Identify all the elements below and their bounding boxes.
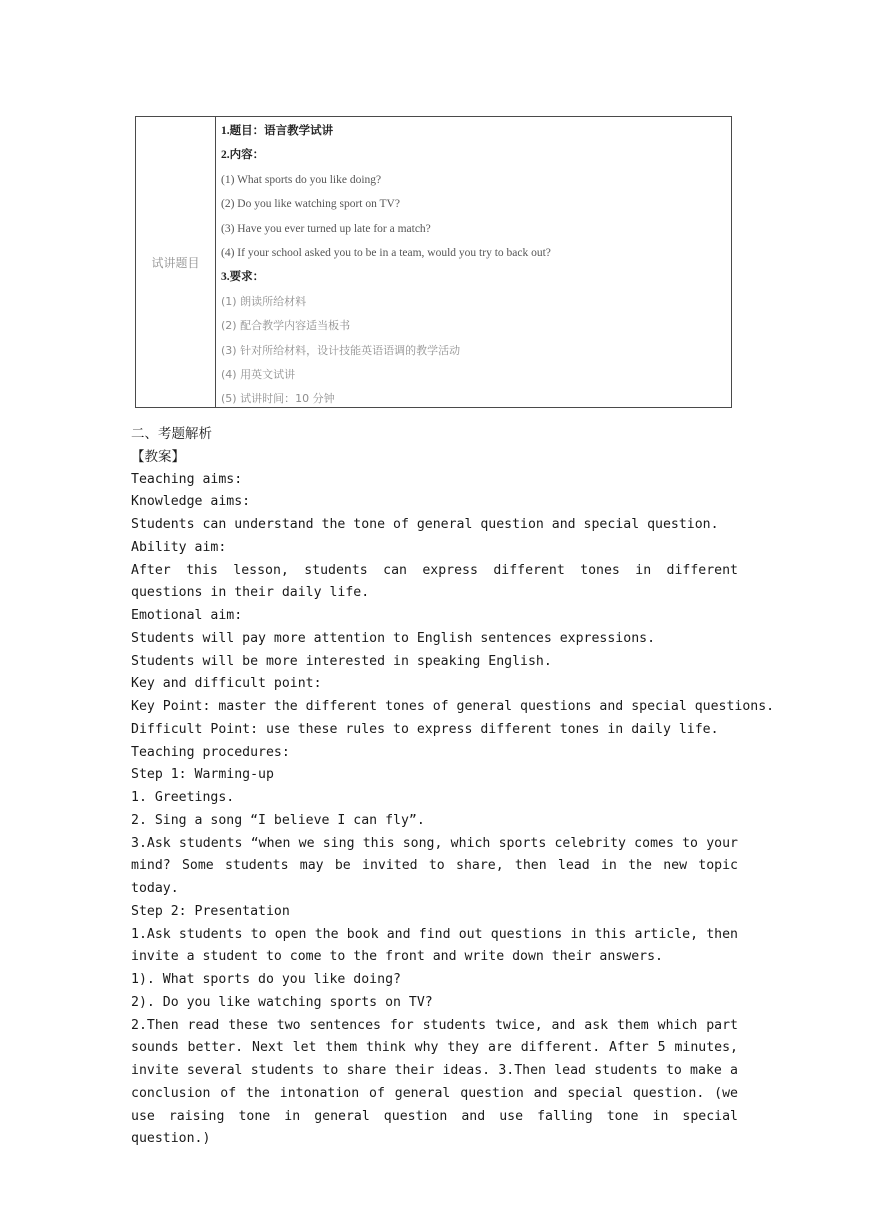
paragraph: 2). Do you like watching sports on TV? [131,994,433,1010]
paragraph: 1. Greetings. [131,790,235,805]
paragraph: Teaching procedures: [131,744,290,760]
paragraph: 1.Ask students to open the book and find out questions in this article, then invite a student to come to the front and write down their answers. [131,926,738,965]
table-line: (3) 针对所给材料，设计技能英语语调的教学活动 [221,343,461,357]
paragraph: 2.Then read these two sentences for students twice, and ask them which part sounds better. Next let them think why they are different. After 5 minutes, invite several students to share their ideas. 3.Then lead students to make a conclusion of the intonation of general question and special question. (we use raising tone in general question and use falling tone in special question.) [131,1017,738,1147]
table-line: 2.内容： [221,149,265,162]
table-line: (3) Have you ever turned up late for a match? [221,222,431,235]
table-line: (1) What sports do you like doing? [221,173,382,186]
table-line: (4) If your school asked you to be in a team, would you try to back out? [221,246,551,259]
paragraph: Knowledge aims: [131,494,251,510]
paragraph: After this lesson, students can express different tones in different questions in their daily life. [131,562,738,601]
table-line: 3.要求： [221,271,265,284]
paragraph: Key Point: master the different tones of general questions and special questions. [131,699,775,714]
table-line: (2) Do you like watching sport on TV? [221,198,400,211]
paragraph: Ability aim: [131,539,227,555]
table-line: 1.题目：语言教学试讲 [221,125,334,137]
table-line: (4) 用英文试讲 [221,367,296,381]
table-line: (2) 配合教学内容适当板书 [221,319,351,333]
document-body [131,423,775,1151]
paragraph: Difficult Point: use these rules to express different tones in daily life. [131,721,719,737]
paragraph: 3.Ask students “when we sing this song, which sports celebrity comes to your mind? Some students may be invited to share, then lead in the new topic today. [131,835,738,896]
paragraph: 2. Sing a song “I believe I can fly”. [131,812,425,828]
paragraph: Students can understand the tone of general question and special question. [131,517,719,532]
paragraph: Step 1: Warming-up [131,767,274,783]
paragraph: Key and difficult point: [131,676,322,692]
table-line: (1) 朗读所给材料 [221,294,307,308]
topic-table [135,116,732,408]
paragraph: Students will pay more attention to English sentences expressions. [131,630,656,646]
table-line: (5) 试讲时间：10 分钟 [221,392,335,406]
paragraph: Emotional aim: [131,608,243,623]
paragraph: 1). What sports do you like doing? [131,972,401,987]
paragraph: Students will be more interested in speaking English. [131,653,552,669]
table-label: 试讲题目 [136,117,216,407]
table-content [216,117,731,407]
section-title: 二、考题解析 [131,426,212,442]
paragraph: Teaching aims: [131,471,243,487]
lesson-plan-label: 【教案】 [131,448,185,465]
paragraph: Step 2: Presentation [131,903,290,919]
